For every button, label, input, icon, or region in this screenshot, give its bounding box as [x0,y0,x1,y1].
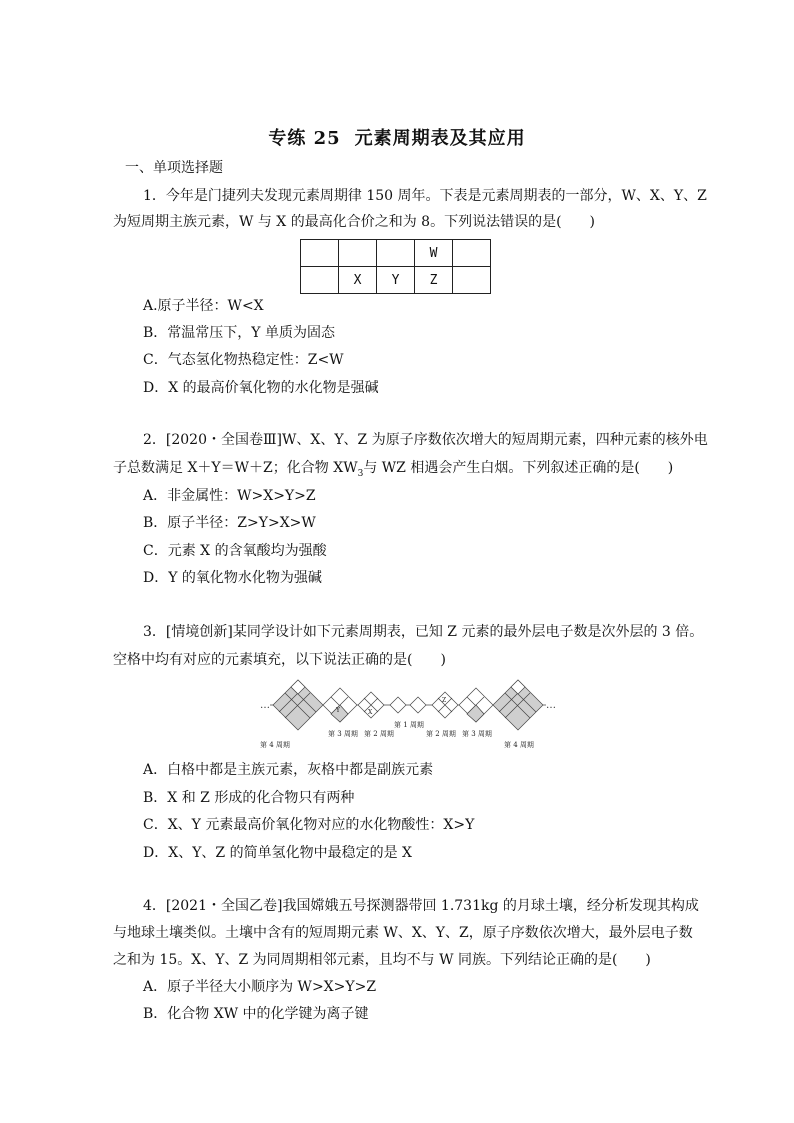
q2-stem-line2-b: 与 WZ 相遇会产生白烟。下列叙述正确的是( ) [363,460,674,476]
q2-stem-line2 [113,458,673,484]
label-period4-left: 第 4 周期 [260,741,290,749]
q1-option-a: A.原子半径：W<X [143,298,264,314]
ellipsis-right: … [546,700,556,711]
q3-option-c: C．X、Y 元素最高价氧化物对应的水化物酸性：X>Y [143,817,475,833]
q3-option-d: D．X、Y、Z 的简单氢化物中最稳定的是 X [143,845,413,861]
q4-option-a: A．原子半径大小顺序为 W>X>Y>Z [143,979,377,995]
q1-option-d: D．X 的最高价氧化物的水化物是强碱 [143,380,379,396]
q3-stem-line1: 3．[情境创新]某同学设计如下元素周期表，已知 Z 元素的最外层电子数是次外层的 3 倍。 [143,624,704,640]
period3-right-block [459,688,493,722]
cell-z-right: Z [442,697,447,704]
q1-option-c: C．气态氢化物热稳定性：Z<W [143,352,344,368]
q4-stem-line2: 与地球土壤类似。土壤中含有的短周期元素 W、X、Y、Z，原子序数依次增大，最外层电子数 [113,925,693,941]
q2-option-d: D．Y 的氧化物水化物为强碱 [143,570,322,586]
q4-stem-line3: 之和为 15。X、Y、Z 为同周期相邻元素，且均不与 W 同族。下列结论正确的是( ) [113,952,651,968]
q4-stem-line1: 4．[2021・全国乙卷]我国嫦娥五号探测器带回 1.731kg 的月球土壤，经分析发现其构成 [143,898,699,914]
ellipsis-left: … [260,700,270,711]
q3-stem-line2: 空格中均有对应的元素填充，以下说法正确的是( ) [113,652,446,668]
label-period3-left: 第 3 周期 [328,730,358,738]
period4-left-block [273,680,323,730]
title-number: 专练 25 [268,128,341,149]
table-cell: Y [377,267,415,294]
table-row [301,240,491,267]
table-cell: X [339,267,377,294]
title-text: 元素周期表及其应用 [354,128,526,149]
page-title [0,124,794,150]
cell-y-left: Y [336,707,340,714]
period3-left-block [323,688,357,722]
q1-option-b: B．常温常压下，Y 单质为固态 [143,325,335,341]
table-cell: W [415,240,453,267]
table-cell [453,240,491,267]
cell-x-left: X [368,709,373,716]
q2-option-b: B．原子半径：Z>Y>X>W [143,515,316,531]
q1-stem-line1: 1．今年是门捷列夫发现元素周期律 150 周年。下表是元素周期表的一部分，W、X、Y、Z [143,188,707,204]
label-period2-left: 第 2 周期 [364,730,394,738]
table-cell [301,240,339,267]
label-period4-right: 第 4 周期 [504,741,534,749]
q2-subscript: 3 [357,468,364,479]
q2-option-c: C．元素 X 的含氧酸均为强酸 [143,543,327,559]
table-cell: Z [415,267,453,294]
table-row [301,267,491,294]
table-cell [339,240,377,267]
q4-option-b: B．化合物 XW 中的化学键为离子键 [143,1006,369,1022]
q3-option-b: B．X 和 Z 形成的化合物只有两种 [143,790,355,806]
table-cell [301,267,339,294]
label-period3-right: 第 3 周期 [462,730,492,738]
table-cell [377,240,415,267]
q3-option-a: A．白格中都是主族元素，灰格中都是副族元素 [143,762,434,778]
section-heading: 一、单项选择题 [125,160,223,176]
spiral-periodic-table-diagram [258,678,558,750]
periodic-table-fragment [300,239,491,294]
q1-stem-line2: 为短周期主族元素，W 与 X 的最高化合价之和为 8。下列说法错误的是( ) [113,214,595,230]
table-cell [453,267,491,294]
q2-stem-line2-a: 子总数满足 X＋Y＝W＋Z；化合物 XW [113,460,358,476]
q2-stem-line1: 2．[2020・全国卷Ⅲ]W、X、Y、Z 为原子序数依次增大的短周期元素，四种元素的核外电 [143,432,708,448]
q2-option-a: A．非金属性：W>X>Y>Z [143,488,316,504]
label-period2-right: 第 2 周期 [426,730,456,738]
period4-right-block [493,680,543,730]
label-period1: 第 1 周期 [394,721,424,729]
period2-right-block [432,692,458,718]
